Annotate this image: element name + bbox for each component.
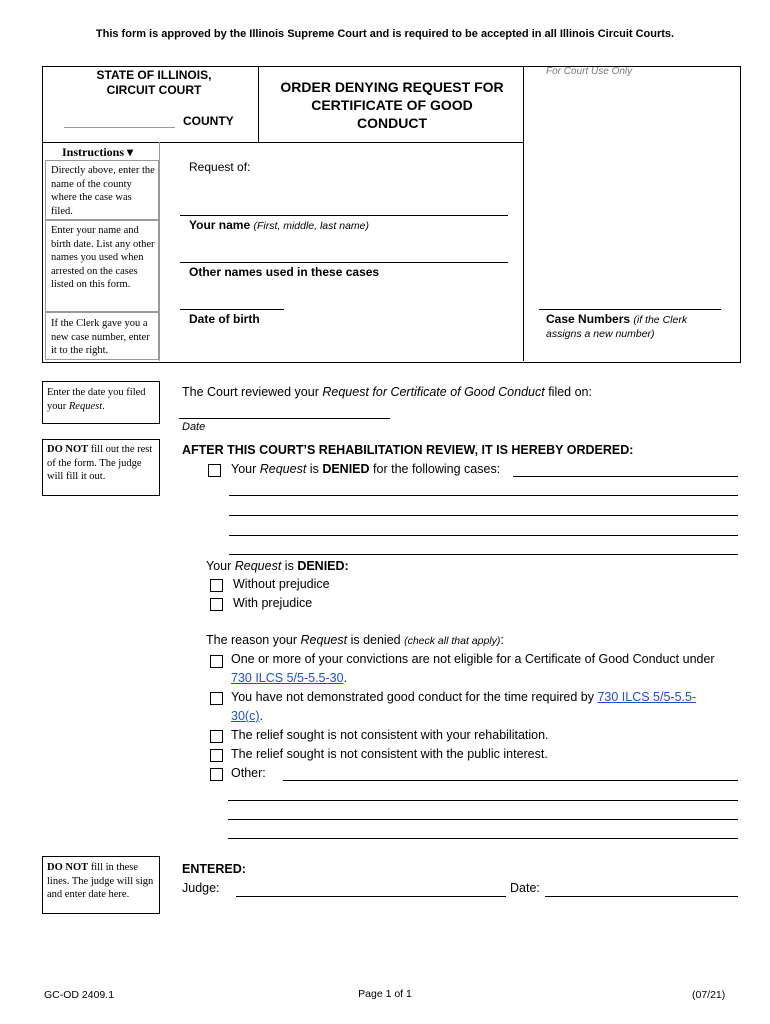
title-line1: ORDER DENYING REQUEST FOR [280, 79, 504, 95]
d2-bold: DENIED: [297, 559, 349, 573]
other-line-3[interactable] [228, 819, 738, 820]
without-prejudice-label: Without prejudice [233, 577, 330, 591]
court-use-label: For Court Use Only [546, 66, 633, 77]
header-divider-2 [523, 66, 524, 361]
state-line1: STATE OF ILLINOIS, [96, 68, 212, 82]
reason-4-text: The relief sought is not consistent with the public interest. [231, 747, 548, 761]
entered-date-label: Date: [510, 881, 540, 895]
reason-3-text: The relief sought is not consistent with your rehabilitation. [231, 728, 549, 742]
other-names-label: Other names used in these cases [189, 265, 380, 279]
page-number: Page 1 of 1 [358, 988, 412, 1000]
your-name-hint: (First, middle, last name) [253, 220, 369, 232]
with-prejudice-checkbox[interactable] [210, 598, 223, 611]
dob-line[interactable] [180, 309, 284, 310]
instructions-heading [62, 145, 133, 160]
reason-1-checkbox[interactable] [210, 655, 223, 668]
denied-cases-label [231, 462, 500, 477]
other-names-line[interactable] [180, 262, 508, 263]
instruction-1: Directly above, enter the name of the county where the case was filed. [51, 165, 155, 217]
form-id: GC-OD 2409.1 [44, 989, 115, 1001]
denied-cases-line-2[interactable] [229, 495, 738, 496]
note6-rest: fill in these lines. The judge will sign and enter date here. [47, 862, 154, 900]
reviewed-pre: The Court reviewed your [182, 385, 319, 399]
case-numbers-hint2: assigns a new number) [546, 328, 655, 340]
case-numbers-label [546, 312, 687, 328]
reason-hint: (check all that apply) [404, 635, 501, 647]
title-line2: CERTIFICATE OF GOOD [311, 97, 473, 113]
form-title [262, 78, 522, 132]
reason-mid: is denied [350, 633, 401, 647]
approval-notice: This form is approved by the Illinois Supreme Court and is required to be accepted in all Illinois Circuit Courts. [95, 28, 675, 40]
county-label: COUNTY [183, 114, 234, 128]
other-line-4[interactable] [228, 838, 738, 839]
your-name-line[interactable] [180, 215, 508, 216]
d2-pre: Your [206, 559, 232, 573]
ordered-heading: AFTER THIS COURT’S REHABILITATION REVIEW, IT IS HEREBY ORDERED: [182, 443, 634, 457]
header-hr [42, 142, 523, 143]
header-divider-1 [258, 66, 259, 142]
other-line-2[interactable] [228, 800, 738, 801]
without-prejudice-checkbox[interactable] [210, 579, 223, 592]
note6-bold: DO NOT [47, 862, 89, 873]
case-numbers-hint1: (if the Clerk [633, 314, 688, 326]
reason-3-checkbox[interactable] [210, 730, 223, 743]
note4-pre: Enter the date you filed your [47, 387, 146, 412]
denied-prejudice-label [206, 559, 349, 574]
judge-label: Judge: [182, 881, 220, 895]
reason-other-label: Other: [231, 766, 266, 780]
county-input-line[interactable] [64, 127, 175, 128]
statute-link-2b[interactable]: 30(c) [231, 709, 260, 723]
state-heading [64, 68, 244, 98]
request-of-label: Request of: [189, 160, 251, 174]
note4-post: . [102, 400, 105, 412]
d2-mid: is [284, 559, 294, 573]
instructions-divider [159, 142, 160, 361]
instructions-heading-text: Instructions [62, 145, 125, 159]
reason-em: Request [300, 633, 348, 647]
note4-em: Request [68, 400, 103, 412]
statute-link-1[interactable]: 730 ILCS 5/5-5.5-30 [231, 671, 344, 685]
your-name-text: Your name [189, 218, 251, 232]
case-numbers-line[interactable] [539, 309, 721, 310]
denied-cases-line-5[interactable] [229, 554, 738, 555]
d2-em: Request [234, 559, 282, 573]
other-line-1[interactable] [283, 780, 738, 781]
your-name-label [189, 218, 369, 234]
note-judge-sign [47, 861, 155, 902]
reason-2-cont [231, 709, 263, 724]
instruction-3: If the Clerk gave you a new case number, enter it to the right. [51, 318, 150, 356]
judge-signature-line[interactable] [236, 896, 506, 897]
reviewed-post: filed on: [548, 385, 592, 399]
reason-4-checkbox[interactable] [210, 749, 223, 762]
denied-cases-line-3[interactable] [229, 515, 738, 516]
case-numbers-text: Case Numbers [546, 312, 631, 326]
dc-post: for the following cases: [373, 462, 501, 476]
instruction-2: Enter your name and birth date. List any other names you used when arrested on the cases listed on this form. [51, 225, 155, 290]
reviewed-statement [182, 385, 592, 400]
reason-heading [206, 633, 504, 649]
statute-link-2a[interactable]: 730 ILCS 5/5-5.5- [597, 690, 697, 704]
revision-date: (07/21) [692, 989, 726, 1001]
reason-1-cont [231, 671, 347, 686]
entered-heading: ENTERED: [182, 862, 246, 876]
note5-rest: fill out the rest of the form. The judge will fill it out. [47, 444, 153, 482]
entered-date-line[interactable] [545, 896, 738, 897]
dc-pre: Your [231, 462, 257, 476]
reason-2-text [231, 690, 696, 705]
denied-cases-line-1[interactable] [513, 476, 738, 477]
r2-end: . [259, 709, 263, 723]
reason-other-checkbox[interactable] [210, 768, 223, 781]
with-prejudice-label: With prejudice [233, 596, 313, 610]
date-label: Date [182, 421, 206, 433]
state-line2: CIRCUIT COURT [106, 83, 202, 97]
reason-1-text: One or more of your convictions are not eligible for a Certificate of Good Conduct under [231, 652, 715, 666]
reason-2-checkbox[interactable] [210, 692, 223, 705]
title-line3: CONDUCT [357, 115, 427, 131]
r2-text: You have not demonstrated good conduct for the time required by [231, 690, 594, 704]
denied-cases-line-4[interactable] [229, 535, 738, 536]
note-judge-fill [47, 443, 155, 484]
dob-label: Date of birth [189, 312, 260, 326]
dc-mid: is [309, 462, 319, 476]
reviewed-em: Request for Certificate of Good Conduct [322, 385, 545, 399]
chevron-down-icon: ▾ [127, 145, 134, 159]
denied-cases-checkbox[interactable] [208, 464, 221, 477]
r1-end: . [343, 671, 348, 685]
dc-bold: DENIED [322, 462, 370, 476]
note5-bold: DO NOT [47, 444, 89, 455]
note-filed-date [47, 386, 155, 413]
reason-pre: The reason your [206, 633, 298, 647]
filed-date-line[interactable] [179, 418, 390, 419]
reason-colon: : [500, 633, 504, 647]
dc-em: Request [259, 462, 307, 476]
